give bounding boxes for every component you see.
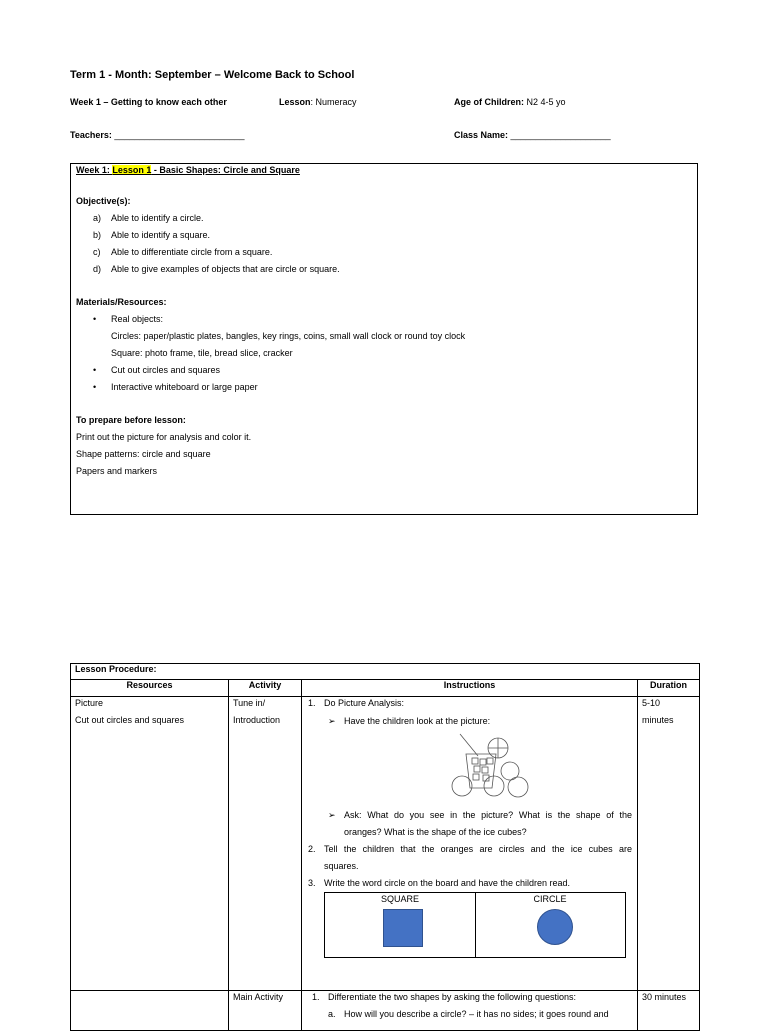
week-label: Week 1 – Getting to know each other <box>70 97 227 107</box>
duration-cell: 30 minutes <box>638 991 700 1031</box>
step-number: 3. <box>308 878 316 888</box>
lesson-info: Lesson: Numeracy <box>279 97 357 107</box>
objective-item: d) Able to give examples of objects that are circle or square. <box>93 264 340 274</box>
step-text: Do Picture Analysis: <box>324 698 405 708</box>
table-row <box>71 991 700 1031</box>
bullet-icon: • <box>93 365 97 375</box>
prepare-item: Shape patterns: circle and square <box>76 449 211 459</box>
sub-step-text: How will you describe a circle? – it has no sides; it goes round and <box>344 1009 609 1019</box>
material-item: Cut out circles and squares <box>111 365 221 375</box>
duration-cell: 5-10 minutes <box>638 697 700 991</box>
circle-label: CIRCLE <box>533 894 567 904</box>
table-row <box>71 697 700 991</box>
instructions-cell <box>302 697 638 991</box>
material-item: Real objects: <box>111 314 164 324</box>
step-number: 1. <box>308 698 316 708</box>
lesson-heading: Week 1: Lesson 1 - Basic Shapes: Circle and Square <box>76 165 300 175</box>
materials-title: Materials/Resources: <box>76 297 167 307</box>
objectives-title: Objective(s): <box>76 196 131 206</box>
column-header-resources: Resources <box>71 680 229 697</box>
age-info: Age of Children: N2 4-5 yo <box>454 97 566 107</box>
step-text: Differentiate the two shapes by asking the following questions: <box>328 992 576 1002</box>
bullet-icon: • <box>93 314 97 324</box>
prepare-item: Papers and markers <box>76 466 158 476</box>
objective-item: a) Able to identify a circle. <box>93 213 204 223</box>
resources-cell <box>71 991 229 1031</box>
lemonade-oranges-illustration <box>448 732 534 798</box>
sub-step-text: Have the children look at the picture: <box>344 716 491 726</box>
bullet-icon: • <box>93 382 97 392</box>
prepare-title: To prepare before lesson: <box>76 415 186 425</box>
step-number: 1. <box>312 992 320 1002</box>
lesson-procedure-table <box>70 663 700 1031</box>
shapes-table <box>324 892 626 958</box>
lesson-plan-box <box>70 163 698 515</box>
resources-cell: Picture Cut out circles and squares <box>71 697 229 991</box>
sub-step-text: oranges? What is the shape of the ice cubes? <box>344 827 527 837</box>
objective-item: b) Able to identify a square. <box>93 230 211 240</box>
arrow-bullet-icon: ➢ <box>328 810 336 820</box>
step-text: Tell the children that the oranges are circles and the ice cubes are <box>324 844 632 854</box>
step-text: Write the word circle on the board and have the children read. <box>324 878 570 888</box>
sub-step-text: Ask: What do you see in the picture? What is the shape of the <box>344 810 632 820</box>
class-name-field: Class Name: ____________________ <box>454 130 611 140</box>
teachers-field: Teachers: __________________________ <box>70 130 245 140</box>
sub-step-marker: a. <box>328 1009 336 1019</box>
column-header-duration: Duration <box>638 680 700 697</box>
circle-shape <box>537 909 573 945</box>
step-text: squares. <box>324 861 359 871</box>
activity-cell: Tune in/ Introduction <box>229 697 302 991</box>
arrow-bullet-icon: ➢ <box>328 716 336 726</box>
square-shape <box>383 909 423 947</box>
column-header-activity: Activity <box>229 680 302 697</box>
square-label: SQUARE <box>380 894 419 904</box>
page-title: Term 1 - Month: September – Welcome Back to School <box>70 69 355 81</box>
material-item: Square: photo frame, tile, bread slice, cracker <box>111 348 293 358</box>
instructions-cell <box>302 991 638 1031</box>
prepare-item: Print out the picture for analysis and color it. <box>76 432 252 442</box>
material-item: Interactive whiteboard or large paper <box>111 382 258 392</box>
material-item: Circles: paper/plastic plates, bangles, key rings, coins, small wall clock or round toy clock <box>111 331 466 341</box>
activity-cell: Main Activity <box>229 991 302 1031</box>
column-header-instructions: Instructions <box>302 680 638 697</box>
step-number: 2. <box>308 844 316 854</box>
procedure-caption: Lesson Procedure: <box>71 664 700 680</box>
objective-item: c) Able to differentiate circle from a square. <box>93 247 273 257</box>
